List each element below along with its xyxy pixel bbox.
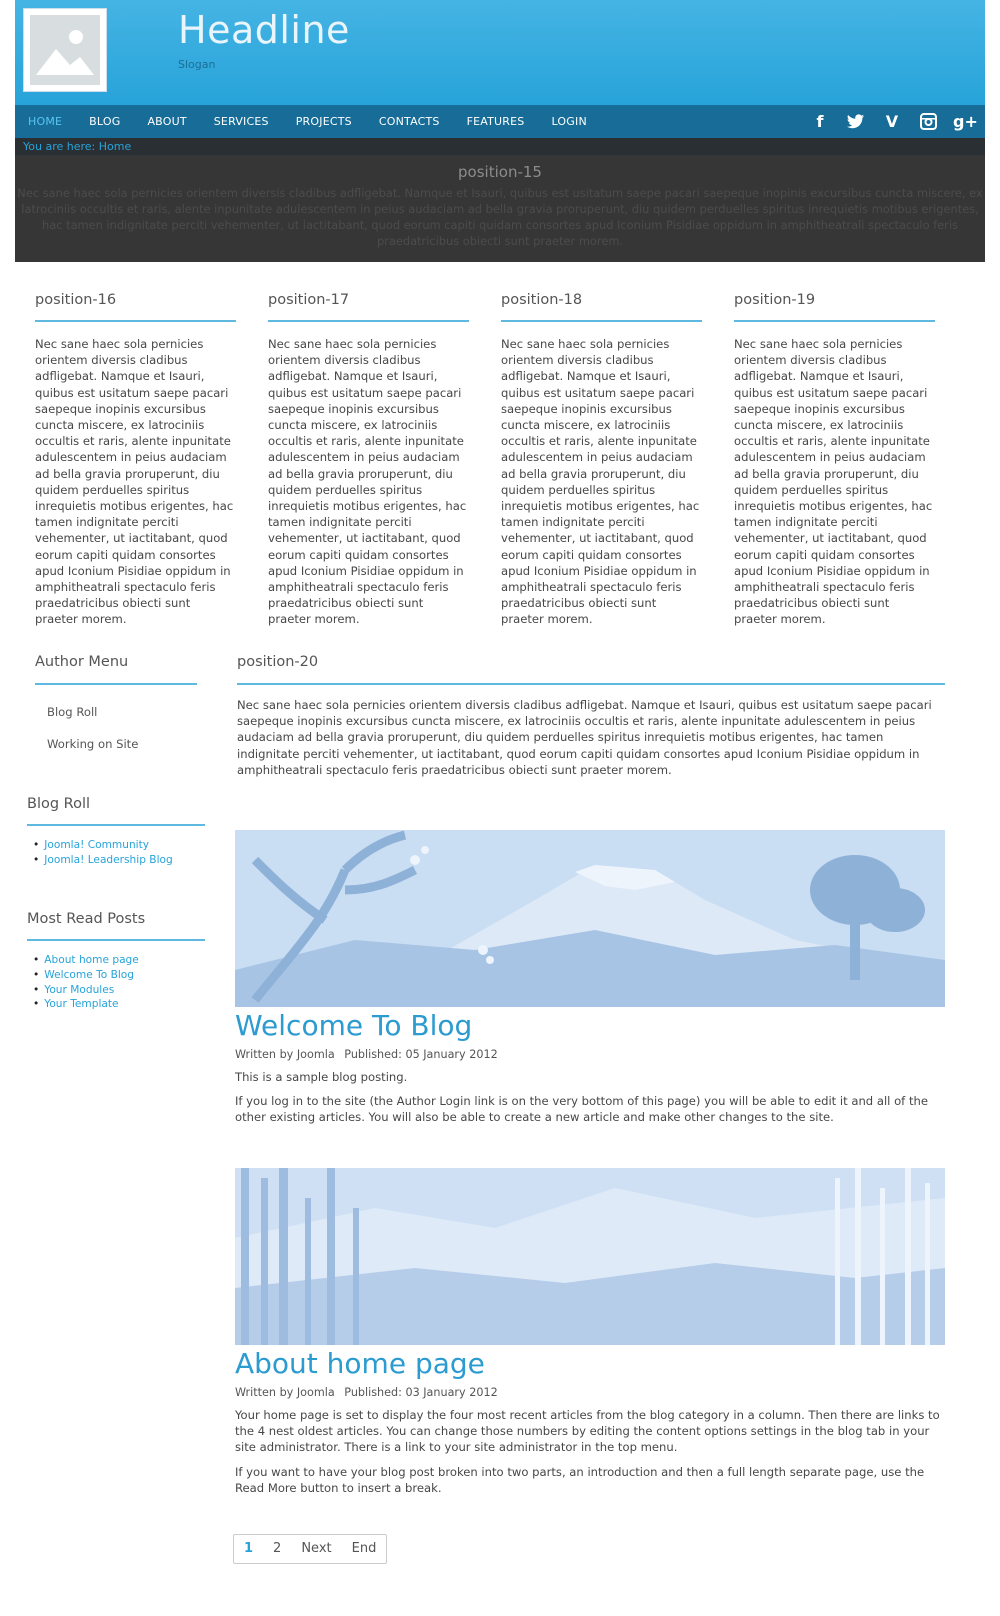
main-nav xyxy=(15,105,985,138)
most-read-link[interactable]: Your Modules xyxy=(44,983,115,996)
article-author: Written by Joomla xyxy=(235,1386,335,1399)
position-20-title: position-20 xyxy=(237,654,945,685)
list-item[interactable] xyxy=(33,968,205,983)
list-item[interactable] xyxy=(33,953,205,968)
nav-projects[interactable]: PROJECTS xyxy=(295,115,352,128)
article-image-mountain xyxy=(235,830,945,1007)
module-title: position-17 xyxy=(268,292,469,322)
nav-login[interactable]: LOGIN xyxy=(551,115,587,128)
nav-home[interactable]: HOME xyxy=(28,115,63,128)
article-published: Published: 03 January 2012 xyxy=(344,1386,498,1399)
instagram-icon[interactable] xyxy=(917,111,939,133)
blog-roll-list xyxy=(33,838,205,868)
article-paragraph: If you log in to the site (the Author Login link is on the very bottom of this page) you will be able to edit it and all of the other existing articles. You will also be able to create a new article and make other changes to the site. xyxy=(235,1094,928,1125)
module-text: Nec sane haec sola pernicies orientem diversis cladibus adfligebat. Namque et Isauri, quibus est usitatum saepe pacari saepeque inopinis excursibus cuncta miscere, ex latrociniis occultis et raris, alente inpunitate adulescentem in peius audaciam ad bella gravia proruperunt, diu quidem perduelles spiritus inrequietis motibus erigentes, hac tamen indignitate perciti vehementer, ut iactitabant, quod eorum capiti quidam consortes apud Iconium Pisidiae oppidum in amphitheatrali spectaculo feris praedatricibus obiecti sunt praeter morem. xyxy=(734,337,933,627)
position-15-title: position-15 xyxy=(458,163,542,181)
author-menu-module xyxy=(35,654,197,753)
article-author: Written by Joomla xyxy=(235,1048,335,1061)
module-text: Nec sane haec sola pernicies orientem diversis cladibus adfligebat. Namque et Isauri, quibus est usitatum saepe pacari saepeque inopinis excursibus cuncta miscere, ex latrociniis occultis et raris, alente inpunitate adulescentem in peius audaciam ad bella gravia proruperunt, diu quidem perduelles spiritus inrequietis motibus erigentes, hac tamen indignitate perciti vehementer, ut iactitabant, quod eorum capiti quidam consortes apud Iconium Pisidiae oppidum in amphitheatrali spectaculo feris praedatricibus obiecti sunt praeter morem. xyxy=(268,337,467,627)
breadcrumb: You are here: Home xyxy=(15,138,985,155)
logo-placeholder[interactable] xyxy=(23,8,107,92)
position-15-text: Nec sane haec sola pernicies orientem diversis cladibus adfligebat. Namque et Isauri, quibus est usitatum saepe pacari saepeque inopinis excursibus cuncta miscere, ex latrociniis occultis et raris, alente inpunitate adulescentem in peius audaciam ad bella gravia proruperunt, diu quidem perduelles spiritus inrequietis motibus erigentes, hac tamen indignitate perciti vehementer, ut iactitabant, quod eorum capiti quidam consortes apud Iconium Pisidiae oppidum in amphitheatrali spectaculo feris praedatricibus obiecti sunt praeter morem. xyxy=(17,186,983,248)
article-meta xyxy=(235,1048,945,1061)
most-read-list xyxy=(33,953,205,1012)
social-links xyxy=(795,111,978,133)
module-title: position-19 xyxy=(734,292,935,322)
page-1-link[interactable]: 1 xyxy=(244,1541,254,1556)
position-17-module xyxy=(268,292,469,628)
most-read-link[interactable]: About home page xyxy=(44,954,139,966)
facebook-icon[interactable]: f xyxy=(816,112,824,131)
list-item[interactable] xyxy=(33,997,205,1012)
google-plus-icon[interactable]: g+ xyxy=(953,112,978,131)
position-18-module xyxy=(501,292,702,628)
blog-article xyxy=(235,1168,945,1496)
list-item[interactable] xyxy=(33,853,205,868)
position-15-module xyxy=(15,155,985,262)
most-read-title: Most Read Posts xyxy=(27,911,205,941)
blog-roll-module xyxy=(27,796,205,868)
menu-item-blog-roll[interactable]: Blog Roll xyxy=(47,705,98,719)
list-item[interactable] xyxy=(33,983,205,998)
position-16-module xyxy=(35,292,236,628)
article-title[interactable]: About home page xyxy=(235,1347,485,1380)
blog-roll-link[interactable]: Joomla! Leadership Blog xyxy=(44,853,173,866)
site-slogan: Slogan xyxy=(178,58,216,71)
position-20-module xyxy=(237,654,945,778)
most-read-link[interactable]: Welcome To Blog xyxy=(44,968,135,981)
position-19-module xyxy=(734,292,935,628)
article-image-bamboo xyxy=(235,1168,945,1345)
position-20-text: Nec sane haec sola pernicies orientem diversis cladibus adfligebat. Namque et Isauri, quibus est usitatum saepe pacari saepeque inopinis excursibus cuncta miscere, ex latrociniis occultis et raris, alente inpunitate adulescentem in peius audaciam ad bella gravia proruperunt, diu quidem perduelles spiritus inrequietis motibus erigentes, hac tamen indignitate perciti vehementer, ut iactitabant, quod eorum capiti quidam consortes apud Iconium Pisidiae oppidum in amphitheatrali spectaculo feris praedatricibus obiecti sunt praeter morem. xyxy=(237,698,932,777)
article-title[interactable]: Welcome To Blog xyxy=(235,1009,473,1042)
blog-roll-title: Blog Roll xyxy=(27,796,205,826)
module-text: Nec sane haec sola pernicies orientem diversis cladibus adfligebat. Namque et Isauri, quibus est usitatum saepe pacari saepeque inopinis excursibus cuncta miscere, ex latrociniis occultis et raris, alente inpunitate adulescentem in peius audaciam ad bella gravia proruperunt, diu quidem perduelles spiritus inrequietis motibus erigentes, hac tamen indignitate perciti vehementer, ut iactitabant, quod eorum capiti quidam consortes apud Iconium Pisidiae oppidum in amphitheatrali spectaculo feris praedatricibus obiecti sunt praeter morem. xyxy=(501,337,700,627)
module-title: position-18 xyxy=(501,292,702,322)
article-published: Published: 05 January 2012 xyxy=(344,1048,498,1061)
site-header xyxy=(15,0,985,105)
article-meta xyxy=(235,1386,945,1399)
module-title: position-16 xyxy=(35,292,236,322)
image-placeholder-icon xyxy=(30,15,100,85)
author-menu-title: Author Menu xyxy=(35,654,197,685)
nav-contacts[interactable]: CONTACTS xyxy=(378,115,440,128)
nav-about[interactable]: ABOUT xyxy=(147,115,187,128)
twitter-icon[interactable] xyxy=(845,111,867,133)
page-2-link[interactable]: 2 xyxy=(273,1541,282,1556)
blog-roll-link[interactable]: Joomla! Community xyxy=(44,839,150,851)
menu-item-working-on-site[interactable]: Working on Site xyxy=(47,737,139,751)
article-paragraph: If you want to have your blog post broken into two parts, an introduction and then a full length separate page, use the Read More button to insert a break. xyxy=(235,1464,925,1495)
blog-article xyxy=(235,830,945,1126)
site-headline: Headline xyxy=(178,8,350,52)
vimeo-icon[interactable]: V xyxy=(885,112,899,131)
article-paragraph: Your home page is set to display the four most recent articles from the blog category in a column. Then there are links to the 4 nest oldest articles. You can change those numbers by editing the content options settings in the blog tab in your site administrator. There is a link to your site administrator in the top menu. xyxy=(235,1408,940,1455)
most-read-link[interactable]: Your Template xyxy=(44,998,119,1011)
next-page-link[interactable]: Next xyxy=(301,1541,332,1556)
nav-services[interactable]: SERVICES xyxy=(213,115,269,128)
nav-features[interactable]: FEATURES xyxy=(466,115,525,128)
nav-blog[interactable]: BLOG xyxy=(89,115,121,128)
end-page-link[interactable]: End xyxy=(351,1541,377,1556)
list-item[interactable] xyxy=(33,838,205,853)
pagination xyxy=(233,1534,387,1564)
module-text: Nec sane haec sola pernicies orientem diversis cladibus adfligebat. Namque et Isauri, quibus est usitatum saepe pacari saepeque inopinis excursibus cuncta miscere, ex latrociniis occultis et raris, alente inpunitate adulescentem in peius audaciam ad bella gravia proruperunt, diu quidem perduelles spiritus inrequietis motibus erigentes, hac tamen indignitate perciti vehementer, ut iactitabant, quod eorum capiti quidam consortes apud Iconium Pisidiae oppidum in amphitheatrali spectaculo feris praedatricibus obiecti sunt praeter morem. xyxy=(35,337,234,627)
most-read-module xyxy=(27,911,205,1012)
module-columns xyxy=(15,292,985,628)
article-paragraph: This is a sample blog posting. xyxy=(235,1070,408,1084)
